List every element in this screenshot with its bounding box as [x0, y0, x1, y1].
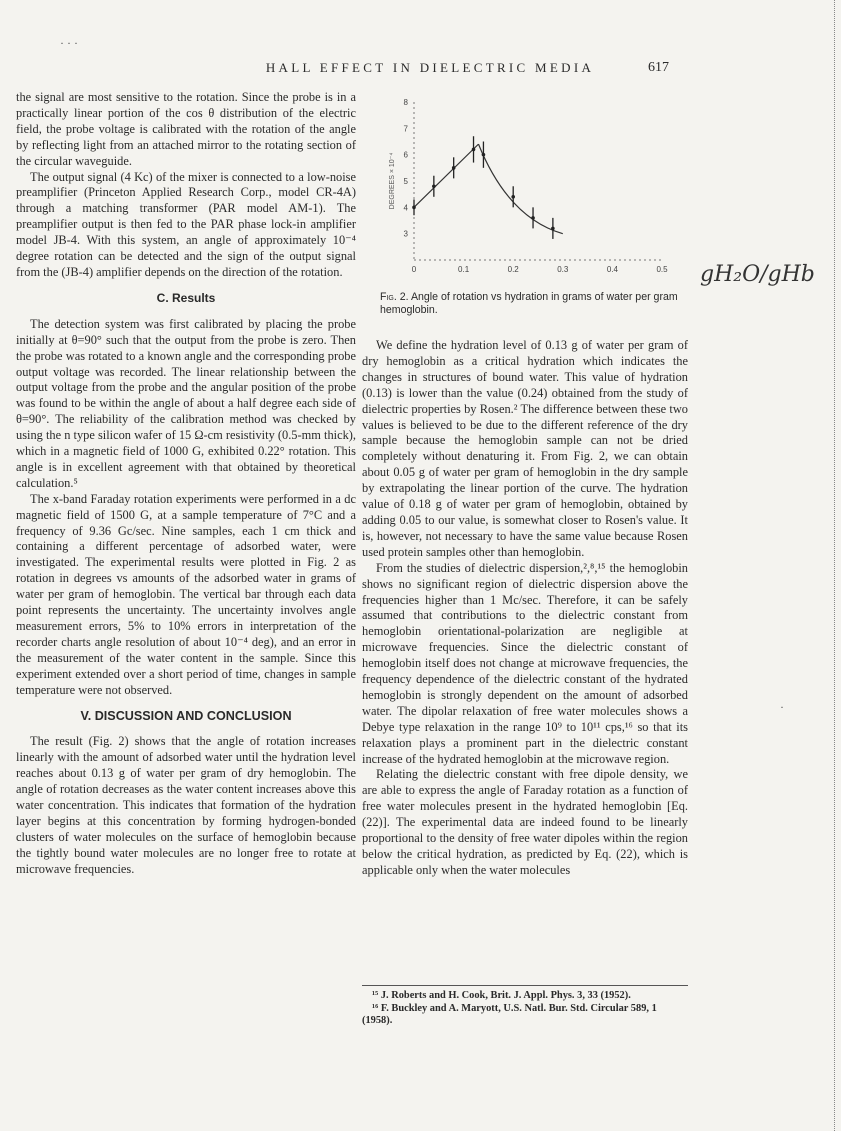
caption-label: Fig. 2.	[380, 291, 409, 303]
footnote-16: ¹⁶ F. Buckley and A. Maryott, U.S. Natl. Bur. Std. Circular 589, 1 (1958).	[362, 1002, 657, 1027]
fit-line-layer	[414, 144, 563, 234]
axis-layer	[389, 98, 668, 274]
y-tick-label: 3	[403, 229, 408, 239]
caption-text: Angle of rotation vs hydration in grams of water per gram hemoglobin.	[380, 291, 678, 316]
fit-line-rising	[414, 144, 478, 207]
y-tick-label: 4	[403, 203, 408, 213]
y-tick-label: 6	[403, 150, 408, 160]
left-column	[16, 90, 356, 878]
handwritten-note: gH₂O/gHb	[700, 262, 815, 287]
section-heading-results: C. Results	[156, 290, 216, 305]
y-tick-label: 5	[403, 177, 408, 186]
y-tick-label: 7	[403, 124, 408, 134]
x-tick-label: 0.2	[507, 265, 519, 274]
page-edge-divider	[834, 0, 841, 1131]
scan-speck: · · ·	[60, 36, 78, 50]
footnotes	[362, 985, 688, 1028]
scan-speck: ·	[780, 700, 784, 714]
right-paragraph-3: Relating the dielectric constant with free dipole density, we are able to express the angle of Faraday rotation as a function of free water molecules present in the hydrated hemoglobin [Eq. (22)]. The experimental data are indeed found to be linearly proportional to the density of free water dipoles within the region below the critical hydration, as predicted by Eq. (22), which is applicable only when the water molecules	[362, 767, 688, 877]
data-point	[551, 227, 555, 231]
right-paragraph-1: We define the hydration level of 0.13 g of water per gram of dry hemoglobin as a critical hydration which indicates the changes in structures of bound water. This value of hydration (0.13) is lower than the value (0.24) obtained from the study of dielectric properties by Rosen.² The difference between these two values is believed to be due to the different reference of the dry sample because the hemoglobin sample can not be dried completely without denaturing it. From Fig. 2, we can obtain about 0.05 g of water per gram of hemoglobin in the dry sample by extrapolating the linear portion of the curve. The hydration value of 0.18 g of water per gram of hemoglobin, obtained by adding 0.05 to our value, is somewhat closer to Rosen's value. It is, however, not necessary to have the same value because Rosen used protein samples other than hemoglobin.	[362, 338, 688, 559]
data-point	[432, 184, 436, 188]
left-paragraph-3: The detection system was first calibrated by placing the probe initially at θ=90° such that the output from the probe is zero. Then the probe was rotated to a known angle and the corresponding probe output voltage was recorded. The linear relationship between the output voltage from the probe and the angular position of the probe was found to be within the angle of about a half degree each side of θ=90°. The reliability of the calibration method was checked by using the n type silicon wafer of 15 Ω-cm resistivity (0.5-mm thick), which in a magnetic field of 1000 G, exhibited 0.22° rotation. This angle is in excellent agreement with that obtained by theoretical calculation.⁵	[16, 316, 356, 490]
figure-caption	[380, 291, 690, 317]
y-axis-label: DEGREES × 10⁻⁴	[389, 152, 396, 210]
figure-2-chart	[362, 92, 692, 287]
data-point	[412, 206, 416, 210]
data-point	[452, 166, 456, 170]
x-tick-label: 0.1	[458, 265, 470, 274]
x-tick-label: 0	[411, 265, 417, 274]
page-number: 617	[648, 60, 669, 75]
data-point	[511, 195, 515, 199]
chart-svg	[362, 92, 692, 287]
fit-line-decay	[478, 144, 562, 234]
running-title: HALL EFFECT IN DIELECTRIC MEDIA	[265, 60, 595, 75]
x-tick-label: 0.3	[557, 265, 569, 274]
x-tick-label: 0.5	[656, 265, 668, 274]
data-point-layer	[412, 136, 554, 239]
data-point	[472, 148, 476, 152]
x-tick-label: 0.4	[606, 265, 618, 274]
left-paragraph-1: the signal are most sensitive to the rotation. Since the probe is in a practically linear portion of the cos θ distribution of the electric field, the probe voltage is calibrated with the rotation of the angle by reflecting light from an attached mirror to the rotating section of the circular waveguide.	[16, 90, 356, 168]
left-paragraph-5: The result (Fig. 2) shows that the angle of rotation increases linearly with the amount of adsorbed water until the hydration level reaches about 0.13 g of water per gram of dry hemoglobin. The angle of rotation decreases as the water content increases above this water concentration. This indicates that formation of the hydration layer begins at this concentration by forming hydrogen-bonded clusters of water molecules on the surface of hemoglobin because the tightly bound water molecules are no longer free to rotate at microwave frequencies.	[16, 734, 356, 876]
footnote-15: ¹⁵ J. Roberts and H. Cook, Brit. J. Appl. Phys. 3, 33 (1952).	[372, 990, 631, 1001]
left-paragraph-4: The x-band Faraday rotation experiments were performed in a dc magnetic field of 1500 G, at a sample temperature of 7°C and a frequency of 9.36 Gc/sec. Nine samples, each 1 cm thick and containing a different percentage of adsorbed water, were investigated. The experimental results were plotted in Fig. 2 as rotation in degrees vs amounts of the adsorbed water in grams of water per gram of hemoglobin. The vertical bar through each data point represents the uncertainty. The uncertainty involves angle measurement errors, 5% to 10% errors in interpretation of the recorder charts angle resolution of about 10⁻⁴ deg), and an error in the measurement of the water content in the sample. Since this experiment extended over a short period of time, changes in sample temperature were not observed.	[16, 491, 356, 697]
data-point	[531, 216, 535, 220]
data-point	[482, 153, 486, 157]
right-column	[362, 338, 688, 879]
left-paragraph-2: The output signal (4 Kc) of the mixer is connected to a low-noise preamplifier (Princeton Applied Research Corp., model CR-4A) through a matching transformer (PAR model AM-1). The preamplifier output is then fed to the PAR phase lock-in amplifier model JB-4. With this system, an angle of approximately 10⁻⁴ degree rotation can be detected and the sign of the output signal from the (JB-4) amplifier depends on the direction of the rotation.	[16, 169, 356, 279]
section-heading-discussion: V. DISCUSSION AND CONCLUSION	[80, 708, 292, 723]
y-tick-label: 8	[403, 98, 408, 107]
right-paragraph-2: From the studies of dielectric dispersion,²,⁸,¹⁵ the hemoglobin shows no significant region of dielectric dispersion above the frequencies higher than 1 Mc/sec. Therefore, it can be safely assumed that contributions to the dielectric constant from hemoglobin orientational-polarization are negligible at microwave frequencies. Since the dielectric constant of hemoglobin itself does not change at microwave frequencies, the frequency dependence of the dielectric constant of the hydrated hemoglobin is strongly dependent on the amount of adsorbed water. The dipolar relaxation of free water molecules shows a Debye type relaxation in the range 10⁹ to 10¹¹ cps,¹⁶ so that its relaxation plays a prominent part in the dielectric constant increase of the hydrated hemoglobin at the microwave region.	[362, 560, 688, 766]
